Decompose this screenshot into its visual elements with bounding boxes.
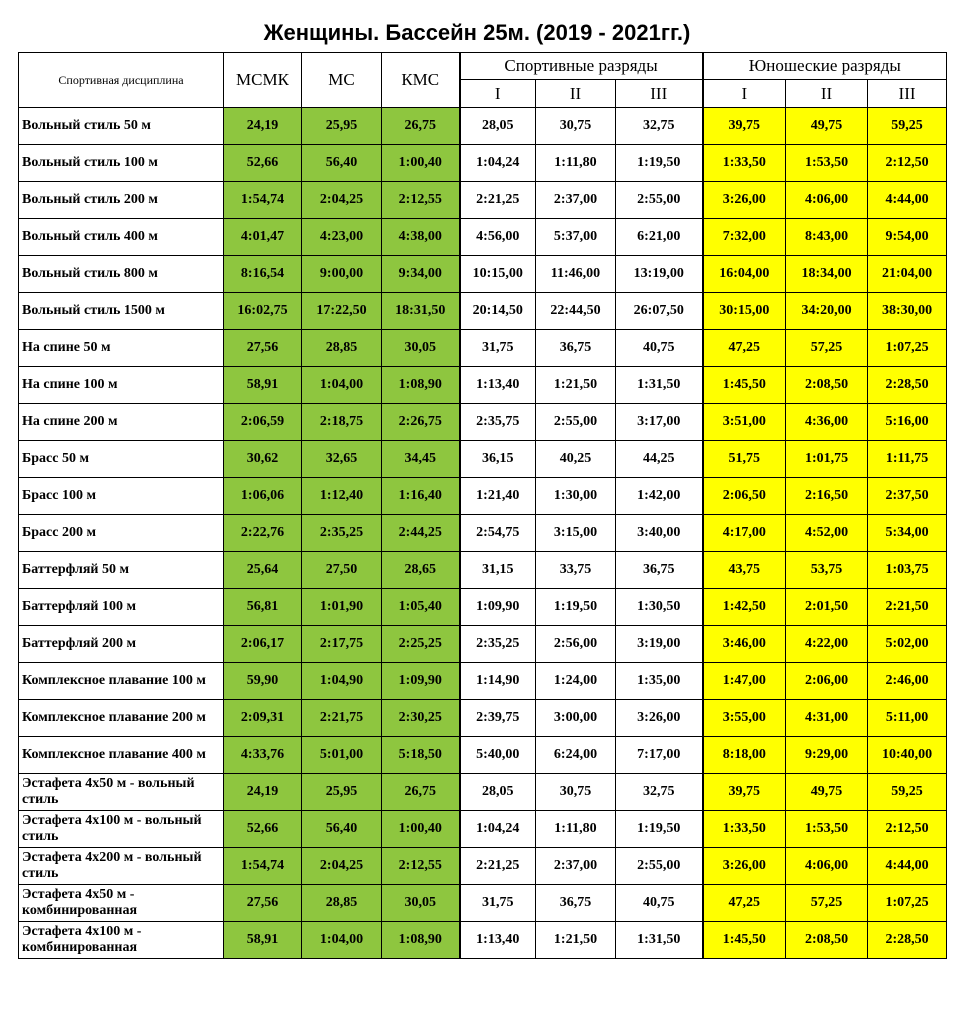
table-row [19,737,947,774]
cell-youth-3: 4:44,00 [868,848,947,885]
cell-youth-1: 1:33,50 [703,145,786,182]
cell-sport-1: 5:40,00 [460,737,536,774]
cell-msmk: 8:16,54 [224,256,302,293]
cell-sport-3: 1:31,50 [616,367,703,404]
cell-ms: 9:00,00 [302,256,382,293]
cell-youth-3: 2:28,50 [868,922,947,959]
cell-youth-2: 2:01,50 [786,589,868,626]
cell-youth-3: 5:34,00 [868,515,947,552]
discipline-name: Комплексное плавание 400 м [19,737,224,774]
cell-sport-2: 1:30,00 [536,478,616,515]
cell-sport-2: 22:44,50 [536,293,616,330]
header-discipline: Спортивная дисциплина [19,53,224,108]
cell-youth-1: 3:51,00 [703,404,786,441]
cell-sport-2: 2:56,00 [536,626,616,663]
cell-youth-1: 1:33,50 [703,811,786,848]
cell-ms: 25,95 [302,108,382,145]
discipline-name: Баттерфляй 100 м [19,589,224,626]
cell-msmk: 16:02,75 [224,293,302,330]
cell-youth-2: 57,25 [786,885,868,922]
discipline-name: Брасс 100 м [19,478,224,515]
cell-youth-2: 4:52,00 [786,515,868,552]
cell-youth-2: 49,75 [786,774,868,811]
cell-sport-3: 40,75 [616,330,703,367]
header-rank-youth-1: I [703,80,786,108]
cell-youth-2: 2:06,00 [786,663,868,700]
discipline-name: Вольный стиль 100 м [19,145,224,182]
table-row [19,330,947,367]
discipline-name: Брасс 50 м [19,441,224,478]
cell-kms: 1:09,90 [382,663,460,700]
cell-sport-2: 1:21,50 [536,922,616,959]
cell-sport-2: 40,25 [536,441,616,478]
cell-sport-2: 6:24,00 [536,737,616,774]
cell-youth-1: 16:04,00 [703,256,786,293]
cell-sport-3: 32,75 [616,108,703,145]
cell-sport-1: 2:21,25 [460,182,536,219]
cell-sport-1: 28,05 [460,108,536,145]
cell-ms: 1:01,90 [302,589,382,626]
cell-sport-3: 26:07,50 [616,293,703,330]
header-ms: МС [302,53,382,108]
table-row [19,774,947,811]
cell-sport-1: 31,75 [460,885,536,922]
cell-sport-3: 2:55,00 [616,848,703,885]
cell-msmk: 56,81 [224,589,302,626]
cell-sport-2: 33,75 [536,552,616,589]
table-row [19,515,947,552]
cell-sport-3: 6:21,00 [616,219,703,256]
cell-sport-3: 3:17,00 [616,404,703,441]
cell-sport-2: 1:24,00 [536,663,616,700]
cell-kms: 34,45 [382,441,460,478]
cell-msmk: 2:22,76 [224,515,302,552]
cell-sport-2: 30,75 [536,774,616,811]
cell-ms: 2:17,75 [302,626,382,663]
cell-sport-3: 7:17,00 [616,737,703,774]
cell-sport-3: 3:19,00 [616,626,703,663]
cell-sport-3: 3:26,00 [616,700,703,737]
cell-sport-1: 1:21,40 [460,478,536,515]
cell-youth-3: 1:03,75 [868,552,947,589]
cell-sport-2: 2:37,00 [536,182,616,219]
cell-msmk: 52,66 [224,811,302,848]
cell-kms: 2:12,55 [382,848,460,885]
cell-sport-1: 2:21,25 [460,848,536,885]
cell-ms: 28,85 [302,330,382,367]
discipline-name: Эстафета 4х100 м - вольный стиль [19,811,224,848]
cell-youth-1: 51,75 [703,441,786,478]
cell-youth-2: 4:22,00 [786,626,868,663]
cell-kms: 2:30,25 [382,700,460,737]
discipline-name: Вольный стиль 1500 м [19,293,224,330]
cell-youth-3: 2:37,50 [868,478,947,515]
cell-youth-2: 2:08,50 [786,922,868,959]
cell-sport-1: 2:35,75 [460,404,536,441]
table-row [19,441,947,478]
cell-kms: 26,75 [382,774,460,811]
table-row [19,367,947,404]
cell-youth-1: 47,25 [703,885,786,922]
cell-msmk: 4:33,76 [224,737,302,774]
cell-youth-2: 4:06,00 [786,848,868,885]
cell-msmk: 59,90 [224,663,302,700]
cell-kms: 28,65 [382,552,460,589]
discipline-name: На спине 50 м [19,330,224,367]
table-row [19,404,947,441]
cell-youth-1: 8:18,00 [703,737,786,774]
cell-msmk: 1:06,06 [224,478,302,515]
cell-sport-1: 2:54,75 [460,515,536,552]
cell-msmk: 2:06,17 [224,626,302,663]
cell-youth-2: 49,75 [786,108,868,145]
cell-sport-2: 1:21,50 [536,367,616,404]
cell-youth-3: 1:07,25 [868,885,947,922]
cell-youth-2: 34:20,00 [786,293,868,330]
table-row [19,256,947,293]
cell-ms: 2:04,25 [302,182,382,219]
cell-sport-2: 3:15,00 [536,515,616,552]
cell-sport-1: 1:04,24 [460,811,536,848]
cell-youth-3: 2:28,50 [868,367,947,404]
cell-sport-2: 5:37,00 [536,219,616,256]
cell-sport-1: 28,05 [460,774,536,811]
cell-sport-2: 1:19,50 [536,589,616,626]
cell-youth-2: 18:34,00 [786,256,868,293]
table-row [19,219,947,256]
cell-youth-3: 2:46,00 [868,663,947,700]
discipline-name: Вольный стиль 400 м [19,219,224,256]
cell-youth-2: 2:16,50 [786,478,868,515]
cell-ms: 28,85 [302,885,382,922]
cell-msmk: 4:01,47 [224,219,302,256]
cell-youth-3: 10:40,00 [868,737,947,774]
cell-kms: 9:34,00 [382,256,460,293]
header-kms: КМС [382,53,460,108]
cell-msmk: 2:06,59 [224,404,302,441]
cell-sport-3: 3:40,00 [616,515,703,552]
table-row [19,922,947,959]
table-row [19,589,947,626]
cell-kms: 1:08,90 [382,922,460,959]
cell-sport-1: 31,75 [460,330,536,367]
discipline-name: Вольный стиль 50 м [19,108,224,145]
header-sport-ranks: Спортивные разряды [460,53,703,80]
cell-sport-1: 2:35,25 [460,626,536,663]
cell-sport-1: 20:14,50 [460,293,536,330]
cell-msmk: 30,62 [224,441,302,478]
cell-ms: 2:21,75 [302,700,382,737]
cell-sport-3: 1:35,00 [616,663,703,700]
cell-sport-2: 1:11,80 [536,811,616,848]
table-row [19,700,947,737]
cell-sport-2: 2:55,00 [536,404,616,441]
cell-sport-3: 1:19,50 [616,811,703,848]
page-title: Женщины. Бассейн 25м. (2019 - 2021гг.) [263,20,691,45]
cell-ms: 2:04,25 [302,848,382,885]
cell-kms: 26,75 [382,108,460,145]
cell-youth-2: 57,25 [786,330,868,367]
cell-youth-1: 3:55,00 [703,700,786,737]
cell-sport-1: 1:13,40 [460,922,536,959]
cell-youth-3: 2:12,50 [868,811,947,848]
cell-youth-2: 4:36,00 [786,404,868,441]
standards-table [18,52,947,959]
cell-youth-1: 3:26,00 [703,848,786,885]
cell-kms: 2:25,25 [382,626,460,663]
discipline-name: Брасс 200 м [19,515,224,552]
discipline-name: Баттерфляй 200 м [19,626,224,663]
cell-kms: 30,05 [382,330,460,367]
cell-msmk: 24,19 [224,108,302,145]
cell-msmk: 27,56 [224,885,302,922]
discipline-name: Комплексное плавание 200 м [19,700,224,737]
cell-sport-3: 1:31,50 [616,922,703,959]
table-row [19,293,947,330]
discipline-name: На спине 200 м [19,404,224,441]
header-youth-ranks: Юношеские разряды [703,53,947,80]
table-row [19,145,947,182]
cell-sport-3: 40,75 [616,885,703,922]
cell-kms: 18:31,50 [382,293,460,330]
header-rank-sport-2: II [536,80,616,108]
cell-ms: 56,40 [302,145,382,182]
cell-youth-3: 2:21,50 [868,589,947,626]
cell-msmk: 58,91 [224,922,302,959]
discipline-name: Вольный стиль 800 м [19,256,224,293]
cell-kms: 4:38,00 [382,219,460,256]
cell-kms: 2:44,25 [382,515,460,552]
cell-youth-2: 1:01,75 [786,441,868,478]
header-rank-youth-3: III [868,80,947,108]
table-row [19,811,947,848]
discipline-name: Эстафета 4х50 м - комбинированная [19,885,224,922]
cell-youth-1: 47,25 [703,330,786,367]
discipline-name: Эстафета 4х50 м - вольный стиль [19,774,224,811]
cell-sport-2: 3:00,00 [536,700,616,737]
cell-youth-1: 3:26,00 [703,182,786,219]
cell-ms: 17:22,50 [302,293,382,330]
cell-sport-3: 1:30,50 [616,589,703,626]
table-row [19,663,947,700]
cell-youth-1: 1:42,50 [703,589,786,626]
cell-ms: 1:04,90 [302,663,382,700]
cell-sport-3: 2:55,00 [616,182,703,219]
cell-sport-1: 4:56,00 [460,219,536,256]
cell-youth-1: 1:47,00 [703,663,786,700]
cell-sport-3: 1:19,50 [616,145,703,182]
cell-youth-1: 7:32,00 [703,219,786,256]
cell-youth-2: 53,75 [786,552,868,589]
discipline-name: Эстафета 4х100 м - комбинированная [19,922,224,959]
cell-youth-2: 1:53,50 [786,145,868,182]
cell-ms: 27,50 [302,552,382,589]
discipline-name: Вольный стиль 200 м [19,182,224,219]
cell-ms: 2:18,75 [302,404,382,441]
cell-ms: 4:23,00 [302,219,382,256]
cell-youth-3: 9:54,00 [868,219,947,256]
cell-youth-1: 30:15,00 [703,293,786,330]
cell-sport-1: 1:09,90 [460,589,536,626]
header-rank-youth-2: II [786,80,868,108]
cell-kms: 1:00,40 [382,811,460,848]
cell-youth-3: 59,25 [868,774,947,811]
cell-msmk: 2:09,31 [224,700,302,737]
cell-msmk: 27,56 [224,330,302,367]
cell-youth-3: 59,25 [868,108,947,145]
cell-youth-3: 1:11,75 [868,441,947,478]
cell-youth-2: 4:06,00 [786,182,868,219]
cell-sport-1: 1:13,40 [460,367,536,404]
discipline-name: Баттерфляй 50 м [19,552,224,589]
cell-sport-2: 36,75 [536,885,616,922]
cell-youth-1: 4:17,00 [703,515,786,552]
cell-ms: 1:04,00 [302,367,382,404]
cell-kms: 1:00,40 [382,145,460,182]
cell-youth-1: 1:45,50 [703,922,786,959]
cell-youth-2: 2:08,50 [786,367,868,404]
cell-sport-1: 1:04,24 [460,145,536,182]
header-rank-sport-3: III [616,80,703,108]
cell-youth-1: 39,75 [703,774,786,811]
cell-sport-2: 11:46,00 [536,256,616,293]
cell-ms: 1:12,40 [302,478,382,515]
cell-sport-3: 1:42,00 [616,478,703,515]
cell-ms: 25,95 [302,774,382,811]
discipline-name: Эстафета 4х200 м - вольный стиль [19,848,224,885]
cell-youth-3: 4:44,00 [868,182,947,219]
cell-youth-2: 1:53,50 [786,811,868,848]
cell-sport-1: 2:39,75 [460,700,536,737]
cell-kms: 5:18,50 [382,737,460,774]
cell-sport-3: 36,75 [616,552,703,589]
cell-sport-3: 13:19,00 [616,256,703,293]
cell-sport-2: 36,75 [536,330,616,367]
cell-sport-1: 10:15,00 [460,256,536,293]
cell-msmk: 58,91 [224,367,302,404]
cell-kms: 2:12,55 [382,182,460,219]
cell-youth-3: 38:30,00 [868,293,947,330]
discipline-name: На спине 100 м [19,367,224,404]
header-rank-sport-1: I [460,80,536,108]
cell-youth-1: 43,75 [703,552,786,589]
cell-sport-2: 1:11,80 [536,145,616,182]
cell-sport-1: 36,15 [460,441,536,478]
cell-ms: 2:35,25 [302,515,382,552]
cell-kms: 2:26,75 [382,404,460,441]
discipline-name: Комплексное плавание 100 м [19,663,224,700]
cell-youth-1: 39,75 [703,108,786,145]
cell-youth-3: 5:02,00 [868,626,947,663]
cell-kms: 30,05 [382,885,460,922]
table-row [19,848,947,885]
cell-sport-2: 2:37,00 [536,848,616,885]
cell-kms: 1:05,40 [382,589,460,626]
cell-msmk: 1:54,74 [224,182,302,219]
header-msmk: МСМК [224,53,302,108]
cell-youth-1: 3:46,00 [703,626,786,663]
cell-ms: 5:01,00 [302,737,382,774]
cell-ms: 56,40 [302,811,382,848]
cell-youth-2: 9:29,00 [786,737,868,774]
cell-sport-3: 44,25 [616,441,703,478]
cell-sport-3: 32,75 [616,774,703,811]
table-row [19,626,947,663]
cell-sport-2: 30,75 [536,108,616,145]
cell-youth-2: 8:43,00 [786,219,868,256]
cell-sport-1: 1:14,90 [460,663,536,700]
table-row [19,108,947,145]
cell-ms: 32,65 [302,441,382,478]
cell-youth-3: 1:07,25 [868,330,947,367]
cell-kms: 1:08,90 [382,367,460,404]
cell-youth-1: 2:06,50 [703,478,786,515]
cell-msmk: 52,66 [224,145,302,182]
cell-msmk: 25,64 [224,552,302,589]
cell-youth-3: 5:16,00 [868,404,947,441]
table-row [19,552,947,589]
cell-youth-3: 21:04,00 [868,256,947,293]
cell-youth-3: 2:12,50 [868,145,947,182]
table-row [19,885,947,922]
cell-youth-3: 5:11,00 [868,700,947,737]
cell-ms: 1:04,00 [302,922,382,959]
table-row [19,478,947,515]
cell-kms: 1:16,40 [382,478,460,515]
cell-youth-2: 4:31,00 [786,700,868,737]
cell-msmk: 24,19 [224,774,302,811]
cell-sport-1: 31,15 [460,552,536,589]
cell-msmk: 1:54,74 [224,848,302,885]
cell-youth-1: 1:45,50 [703,367,786,404]
table-row [19,182,947,219]
